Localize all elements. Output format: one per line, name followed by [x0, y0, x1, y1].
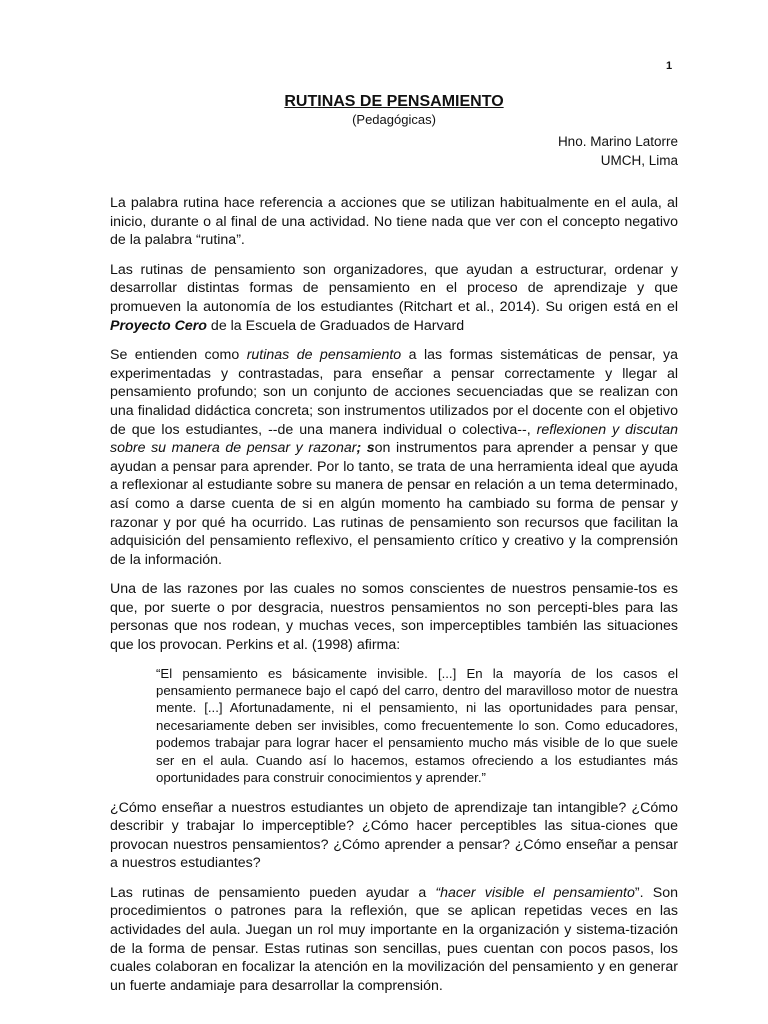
- document-title: RUTINAS DE PENSAMIENTO: [284, 93, 504, 110]
- author-block: [110, 132, 678, 170]
- author-name: Hno. Marino Latorre: [557, 134, 678, 149]
- paragraph-3: [110, 346, 678, 569]
- paragraph-6-text-a: Las rutinas de pensamiento pueden ayudar a: [110, 884, 436, 901]
- reflexionen-phrase: reflexionen y discutan sobre su manera de pensar y razonar: [110, 421, 679, 457]
- paragraph-3-text-e: ; s: [356, 440, 375, 457]
- paragraph-3-text-f: on instrumentos para aprender a pensar y que ayudan a pensar para aprender. Por lo tanto, se trata de una herramienta ideal que ayuda a reflexionar al estudiante sobre su manera de pensar en relación a un tema determinado, así como a darse cuenta de si en algún momento ha cambiado su forma de pensar y razonar y por qué ha ocurrido. Las rutinas de pensamiento son recursos que facilitan la adquisición del pensamiento reflexivo, el pensamiento crítico y creativo y la comprensión de la información.: [110, 440, 678, 568]
- page-number: 1: [666, 60, 673, 72]
- paragraph-2-text-c: de la Escuela de Graduados de Harvard: [206, 317, 465, 334]
- paragraph-4: Una de las razones por las cuales no somos conscientes de nuestros pensamie-tos es que, por suerte o por desgracia, nuestros pensamientos no son percepti-bles para las personas que nos rodean, y muchas veces, son imperceptibles también las situaciones que los provocan. Perkins et al. (1998) afirma:: [110, 581, 678, 654]
- paragraph-3-text-c: a las formas sistemáticas de pensar, ya experimentadas y contrastadas, para enseñar a pensar correctamente y llegar al pensamiento profundo; son un conjunto de acciones secuenciadas que se realizan con una finalidad didáctica concreta; son instrumentos utilizados por el docente con el objetivo de que los estudiantes, --de una manera individual o colectiva--,: [110, 347, 678, 438]
- paragraph-1: La palabra rutina hace referencia a acciones que se utilizan habitualmente en el aula, al inicio, durante o al final de una actividad. No tiene nada que ver con el concepto negativo de la palabra “rutina”.: [110, 195, 678, 249]
- document-subtitle: (Pedagógicas): [352, 112, 436, 127]
- author-affiliation: UMCH, Lima: [600, 153, 678, 168]
- paragraph-3-text-a: Se entienden como: [110, 347, 247, 364]
- block-quote: “El pensamiento es básicamente invisible. [...] En la mayoría de los casos el pensamiento permanece bajo el capó del carro, dentro del maravilloso motor de nuestra mente. [...] Afortunadamente, ni el pensamiento, ni las oportunidades para pensar, necesariamente deben ser invisibles, como frecuentemente lo son. Como educadores, podemos trabajar para lograr hacer el pensamiento mucho más visible de lo que suele ser en el aula. Cuando así lo hacemos, estamos ofreciendo a los estudiantes más oportunidades para construir conocimientos y aprender.”: [156, 665, 678, 786]
- paragraph-6: [110, 884, 678, 996]
- paragraph-2-text-a: Las rutinas de pensamiento son organizadores, que ayudan a estructurar, ordenar y desarrollar distintas formas de pensamiento en el proceso de aprendizaje y que promueven la autonomía de los estudiantes (Ritchart et al., 2014). Su origen está en el: [110, 261, 678, 315]
- proyecto-cero-term: Proyecto Cero: [110, 317, 207, 334]
- document-body: [110, 92, 678, 995]
- hacer-visible-phrase: “hacer visible el pensamiento: [435, 884, 635, 901]
- rutinas-term: rutinas de pensamiento: [246, 347, 402, 364]
- paragraph-6-text-c: ”. Son procedimientos o patrones para la reflexión, que se aplican repetidas veces en las actividades del aula. Juegan un rol muy importante en la organización y sistema-tización de la forma de pensar. Estas rutinas son sencillas, pues cuentan con pocos pasos, los cuales colaboran en focalizar la atención en la movilización del pensamiento y en generar un fuerte andamiaje para desarrollar la comprensión.: [110, 884, 678, 994]
- paragraph-5: ¿Cómo enseñar a nuestros estudiantes un objeto de aprendizaje tan intangible? ¿Cómo describir y trabajar lo imperceptible? ¿Cómo hacer perceptibles las situa-ciones que provocan nuestros pensamientos? ¿Cómo aprender a pensar? ¿Cómo enseñar a pensar a nuestros estudiantes?: [110, 799, 678, 872]
- paragraph-2: [110, 261, 678, 335]
